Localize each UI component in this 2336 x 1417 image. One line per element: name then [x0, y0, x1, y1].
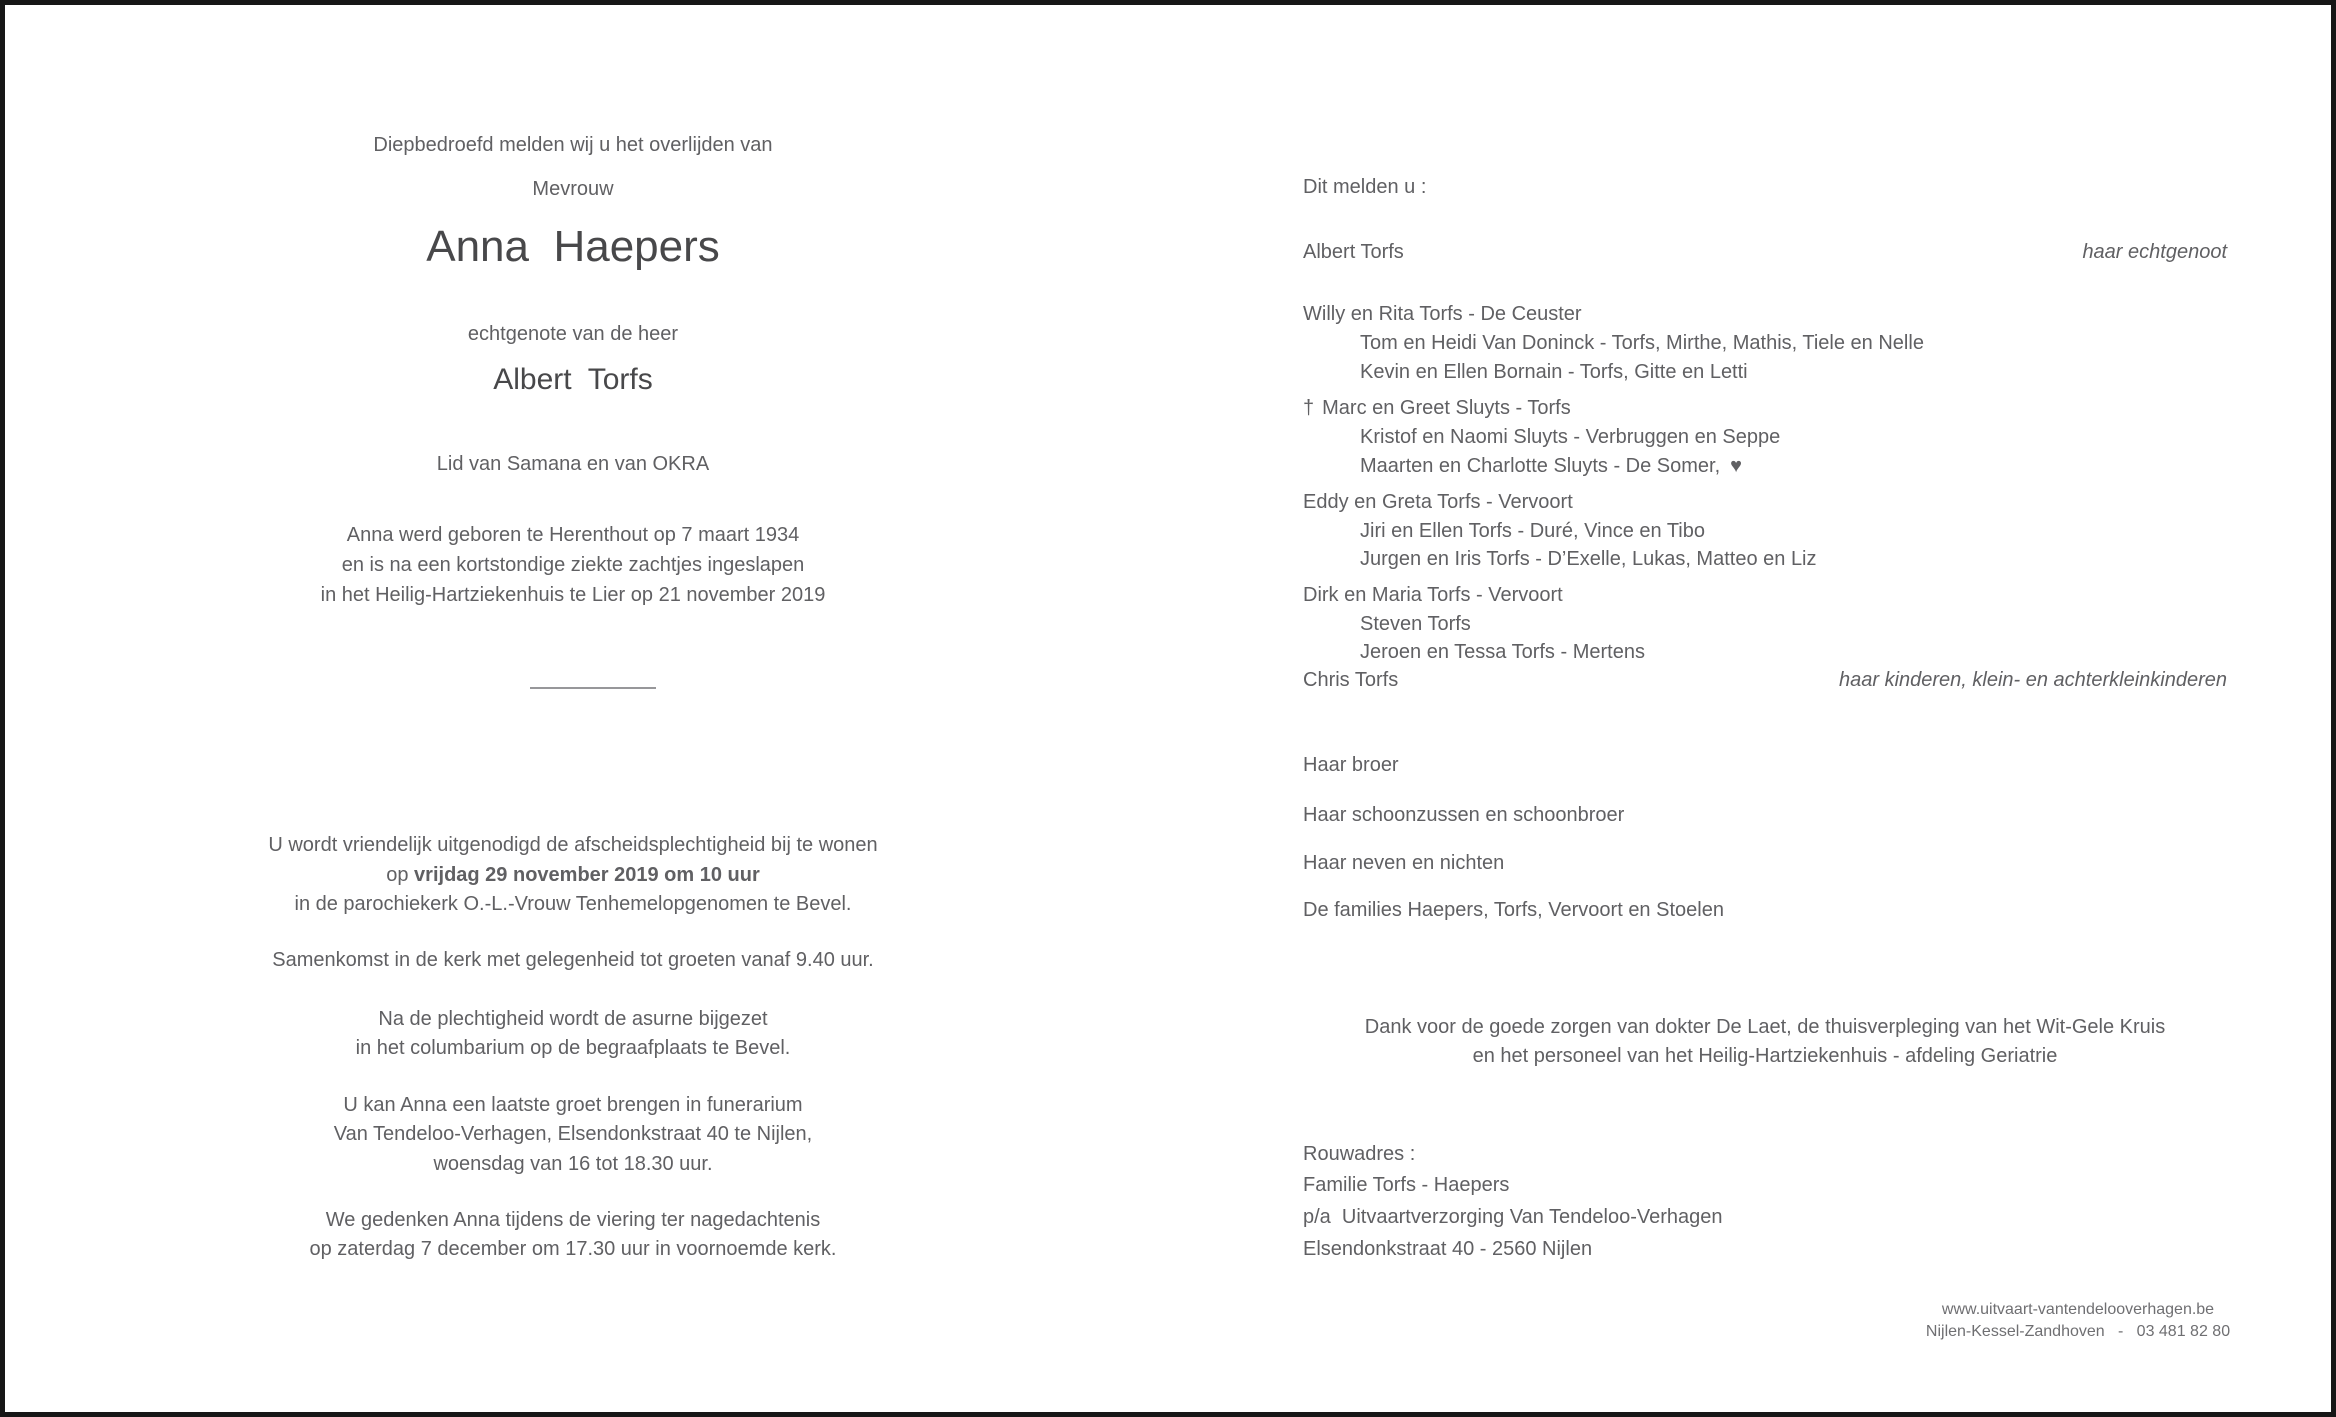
address-line: p/a Uitvaartverzorging Van Tendeloo-Verhagen [1303, 1206, 1723, 1228]
husband-relation: haar echtgenoot [2082, 241, 2227, 263]
memorial-line: op zaterdag 7 december om 17.30 uur in voornoemde kerk. [309, 1238, 837, 1260]
thanks-line: en het personeel van het Heilig-Hartziekenhuis - afdeling Geriatrie [1472, 1045, 2058, 1067]
invitation-prefix: op [386, 864, 415, 886]
dagger-icon: † [1303, 397, 1315, 419]
family-head-name: Marc en Greet Sluyts - Torfs [1322, 397, 1571, 419]
mourner-line: Haar neven en nichten [1303, 852, 1505, 874]
family-child: Steven Torfs [1360, 613, 1471, 635]
intro-line: Diepbedroefd melden wij u het overlijden van [373, 134, 773, 156]
family-head-name: Chris Torfs [1303, 669, 1399, 691]
family-child [1303, 454, 2284, 478]
mourner-line: De families Haepers, Torfs, Vervoort en Stoelen [1303, 899, 1724, 921]
address-label: Rouwadres : [1303, 1143, 1416, 1165]
address-line: Familie Torfs - Haepers [1303, 1174, 1510, 1196]
address-line: Elsendonkstraat 40 - 2560 Nijlen [1303, 1238, 1593, 1260]
family-head [1303, 396, 2227, 420]
honorific: Mevrouw [532, 178, 614, 200]
invitation-church-line: in de parochiekerk O.-L.-Vrouw Tenhemelopgenomen te Bevel. [294, 893, 852, 915]
footer-website: www.uitvaart-vantendelooverhagen.be [1941, 1301, 2215, 1318]
family-head-row [1303, 668, 2227, 692]
life-line: Anna werd geboren te Herenthout op 7 maart 1934 [346, 524, 800, 546]
funerarium-line: woensdag van 16 tot 18.30 uur. [433, 1153, 713, 1175]
husband-row [1303, 240, 2227, 264]
deceased-name: Anna Haepers [426, 222, 720, 271]
family-child: Tom en Heidi Van Doninck - Torfs, Mirthe, Mathis, Tiele en Nelle [1360, 332, 1924, 354]
life-line: in het Heilig-Hartziekenhuis te Lier op 21 november 2019 [320, 584, 826, 606]
memorial-line: We gedenken Anna tijdens de viering ter nagedachtenis [325, 1209, 821, 1231]
divider-line [530, 687, 656, 689]
family-child-name: Maarten en Charlotte Sluyts - De Somer, [1360, 455, 1721, 477]
footer-location-phone: Nijlen-Kessel-Zandhoven - 03 481 82 80 [1925, 1323, 2231, 1340]
invitation-line: U wordt vriendelijk uitgenodigd de afscheidsplechtigheid bij te wonen [268, 834, 878, 856]
thanks-line: Dank voor de goede zorgen van dokter De Laet, de thuisverpleging van het Wit-Gele Kruis [1364, 1016, 2166, 1038]
announce-line: Dit melden u : [1303, 176, 1427, 198]
funerarium-line: U kan Anna een laatste groet brengen in funerarium [343, 1094, 803, 1116]
spouse-name: Albert Torfs [493, 363, 653, 396]
mourner-line: Haar broer [1303, 754, 1399, 776]
family-head: Eddy en Greta Torfs - Vervoort [1303, 491, 1573, 513]
family-head: Willy en Rita Torfs - De Ceuster [1303, 303, 1582, 325]
life-line: en is na een kortstondige ziekte zachtjes ingeslapen [341, 554, 805, 576]
children-relation: haar kinderen, klein- en achterkleinkinderen [1838, 669, 2227, 691]
funerarium-line: Van Tendeloo-Verhagen, Elsendonkstraat 40 te Nijlen, [333, 1123, 813, 1145]
membership-line: Lid van Samana en van OKRA [436, 453, 710, 475]
family-child: Kevin en Ellen Bornain - Torfs, Gitte en Letti [1360, 361, 1748, 383]
urn-line: in het columbarium op de begraafplaats te Bevel. [355, 1037, 791, 1059]
family-head: Dirk en Maria Torfs - Vervoort [1303, 584, 1563, 606]
spouse-intro: echtgenote van de heer [467, 323, 679, 345]
heart-icon: ♥ [1730, 455, 1743, 477]
family-child: Kristof en Naomi Sluyts - Verbruggen en Seppe [1360, 426, 1781, 448]
family-child: Jiri en Ellen Torfs - Duré, Vince en Tibo [1360, 520, 1705, 542]
urn-line: Na de plechtigheid wordt de asurne bijgezet [378, 1008, 768, 1030]
gathering-line: Samenkomst in de kerk met gelegenheid tot groeten vanaf 9.40 uur. [272, 949, 874, 971]
husband-name: Albert Torfs [1303, 241, 1404, 263]
invitation-date-line [153, 863, 993, 887]
mourner-line: Haar schoonzussen en schoonbroer [1303, 804, 1625, 826]
family-child: Jurgen en Iris Torfs - D’Exelle, Lukas, Matteo en Liz [1360, 548, 1817, 570]
family-child: Jeroen en Tessa Torfs - Mertens [1360, 641, 1645, 663]
invitation-date: vrijdag 29 november 2019 om 10 uur [414, 864, 760, 886]
